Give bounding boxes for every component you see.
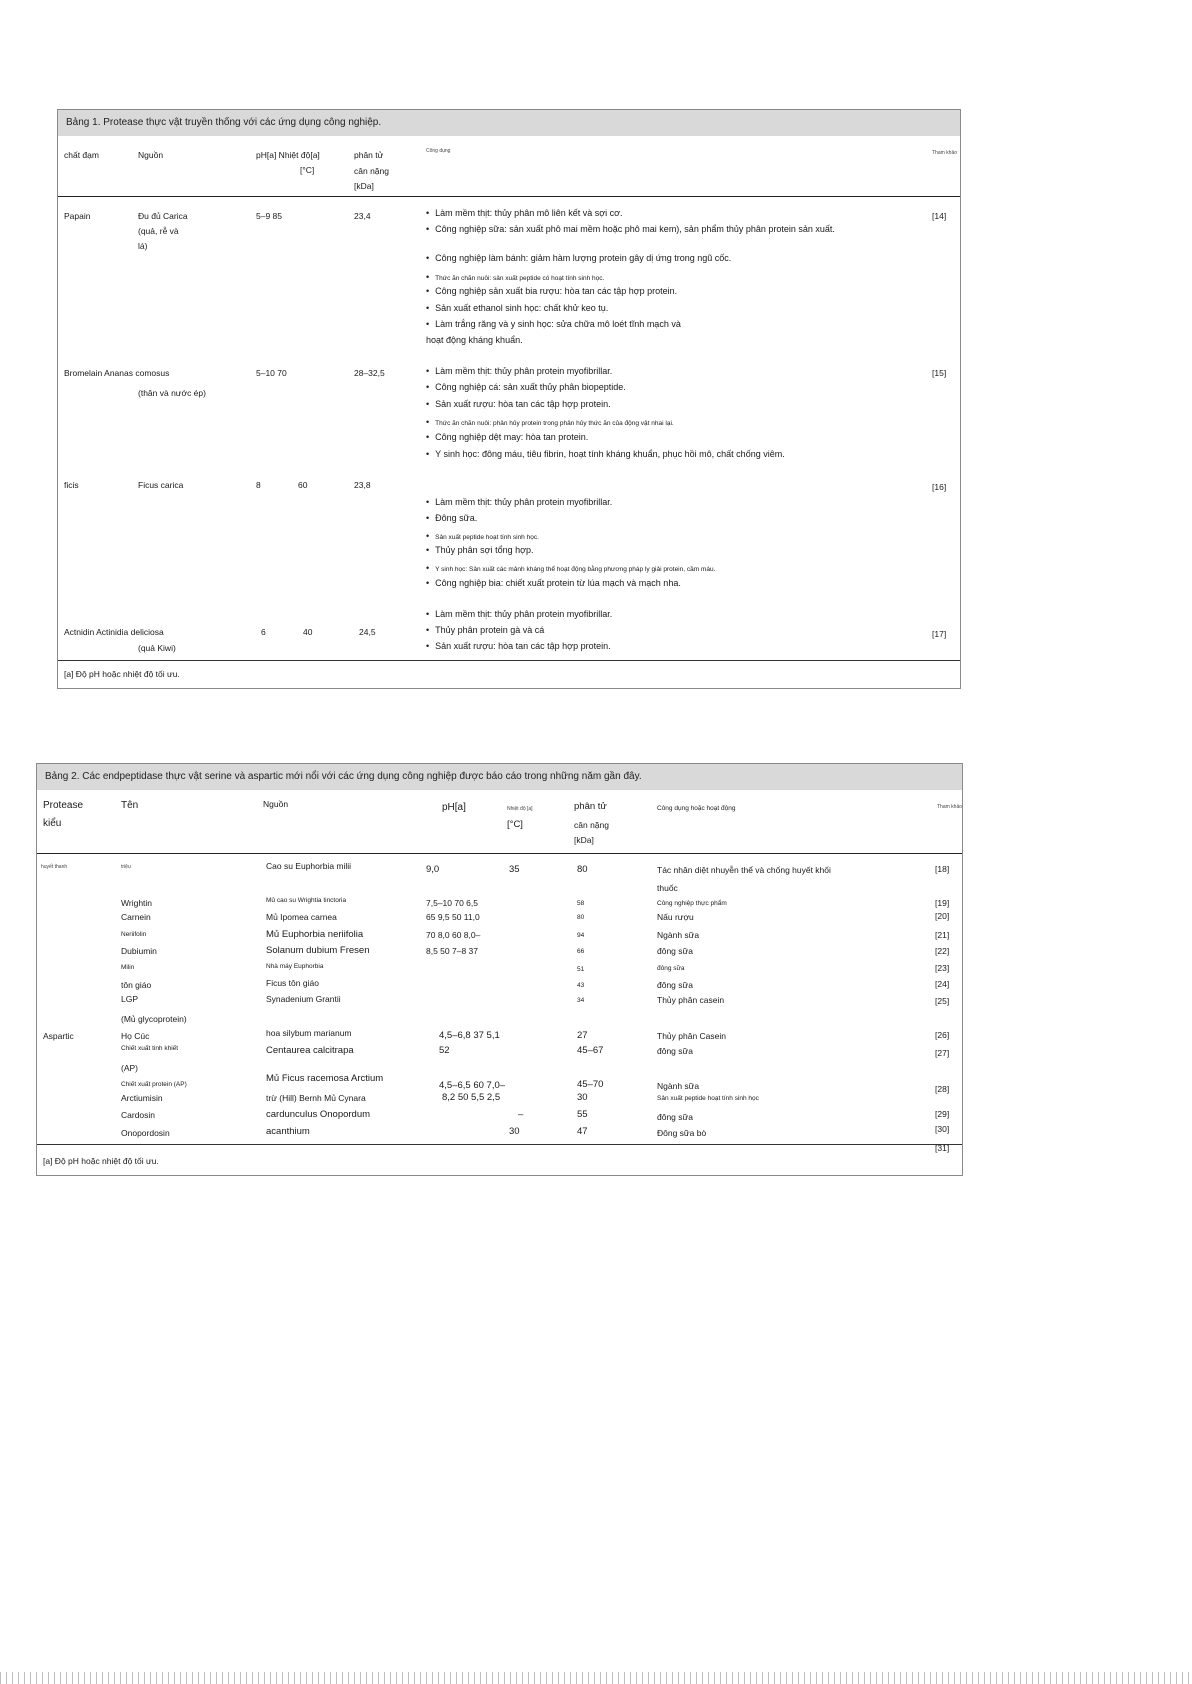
t1-use-item: • Làm mềm thịt: thủy phân mô liên kết và sợi cơ. — [426, 208, 623, 218]
t2-type-serine: huyết thanh — [41, 864, 68, 870]
t1-row-source: (thân và nước ép) — [138, 388, 206, 398]
t2-row-ref: [21] — [935, 930, 950, 940]
t2-row-activity: Thủy phân casein — [657, 995, 725, 1005]
t2-row-mw: 43 — [577, 982, 585, 989]
t2-row-activity: Sản xuất peptide hoạt tính sinh học — [657, 1095, 759, 1102]
t2-row-name: LGP — [121, 994, 139, 1004]
t2-header-activity: Công dụng hoặc hoạt động — [657, 805, 736, 812]
t2-row-mw: 66 — [577, 948, 585, 955]
t2-header-name: Tên — [121, 800, 139, 811]
t2-header-mw-2: cân nặng — [574, 820, 609, 830]
t1-use-item: • Sản xuất rượu: hòa tan các tập hợp protein. — [426, 641, 611, 651]
t2-row-activity: đông sữa — [657, 946, 693, 956]
t2-row-ph: 4,5–6,5 60 7,0– — [439, 1080, 506, 1091]
scan-edge-marks — [0, 1672, 1192, 1684]
t2-row-ref: [25] — [935, 996, 950, 1006]
t2-row-name: Chiết xuất tinh khiết — [121, 1045, 179, 1052]
t2-footnote: [a] Độ pH hoặc nhiệt độ tối ưu. — [43, 1156, 159, 1166]
t2-row-ph: 52 — [439, 1045, 450, 1056]
t1-use-item: • Làm mềm thịt: thủy phân protein myofibrillar. — [426, 497, 612, 507]
t2-header-rule — [37, 853, 962, 854]
t2-header-temp-unit: [°C] — [507, 819, 523, 830]
t2-row-temp: – — [518, 1109, 524, 1120]
t1-header-temp-unit: [°C] — [300, 165, 315, 175]
t2-row-activity-cont: thuốc — [657, 883, 678, 893]
t2-row-ref: [20] — [935, 911, 950, 921]
t1-row-ph-temp: 5–10 70 — [256, 368, 287, 378]
t1-use-item: • Y sinh học: đông máu, tiêu fibrin, hoạt tính kháng khuẩn, phục hồi mô, chất chống viêm. — [426, 449, 785, 459]
t2-row-activity: Ngành sữa — [657, 930, 700, 940]
t1-header-rule — [58, 196, 960, 197]
t2-row-activity: đông sữa — [657, 1046, 693, 1056]
t2-row-activity: đông sữa — [657, 1112, 693, 1122]
t2-row-name: Chiết xuất protein (AP) — [121, 1081, 187, 1088]
t2-row-ph: 9,0 — [426, 864, 440, 875]
t1-row-ref: [14] — [932, 211, 947, 221]
t2-row-mw: 34 — [577, 997, 585, 1004]
t1-header-mw-1: phân tử — [354, 150, 384, 160]
t2-row-name: Neriifolin — [121, 931, 147, 938]
t1-row-name: Actnidin Actinidia deliciosa — [64, 627, 164, 637]
t2-row-mw: 47 — [577, 1126, 588, 1137]
t2-row-mw: 27 — [577, 1030, 588, 1041]
t1-row-mw: 24,5 — [359, 627, 376, 637]
t1-row-source: lá) — [138, 241, 148, 251]
t2-row-ph: 70 8,0 60 8,0– — [426, 930, 481, 940]
t2-row-mw: 80 — [577, 864, 588, 875]
table-1 — [57, 109, 961, 689]
t1-use-item: • Làm mềm thịt: thủy phân protein myofibrillar. — [426, 366, 612, 376]
t2-row-ref: [26] — [935, 1030, 950, 1040]
t1-header-ph-temp: pH[a] Nhiệt độ[a] — [256, 150, 320, 160]
t1-use-item: • Làm mềm thịt: thủy phân protein myofibrillar. — [426, 609, 612, 619]
t2-row-ph: 7,5–10 70 6,5 — [426, 898, 478, 908]
t1-use-item: • Công nghiệp sản xuất bia rượu: hòa tan các tập hợp protein. — [426, 286, 677, 296]
t2-row-name: Arctiumisin — [121, 1093, 163, 1103]
t1-use-item: • Y sinh học: Sản xuất các mảnh kháng thể hoạt động bằng phương pháp ly giải protein, cầm máu. — [426, 563, 715, 573]
t2-row-ref: [24] — [935, 979, 950, 989]
t2-row-source: Cao su Euphorbia milii — [266, 861, 352, 871]
t1-row-temp: 40 — [303, 627, 313, 637]
t1-row-mw: 23,4 — [354, 211, 371, 221]
t1-header-source: Nguồn — [138, 150, 164, 160]
t1-row-ref: [17] — [932, 629, 947, 639]
t2-row-source: Mủ Ipomea carnea — [266, 912, 337, 922]
t1-row-name: Papain — [64, 211, 91, 221]
t2-row-activity: đông sữa — [657, 965, 685, 972]
t2-row-name: Carnein — [121, 912, 151, 922]
t2-row-mw: 45–67 — [577, 1045, 604, 1056]
t2-row-source: Mủ cao su Wrightia tinctoria — [266, 897, 347, 904]
t1-use-item: • Công nghiệp dệt may: hòa tan protein. — [426, 432, 588, 442]
t2-row-activity: đông sữa — [657, 980, 693, 990]
table-1-caption: Bảng 1. Protease thực vật truyền thống với các ứng dụng công nghiệp. — [58, 110, 960, 136]
t2-row-activity: Ngành sữa — [657, 1081, 700, 1091]
table-2-caption: Bảng 2. Các endpeptidase thực vật serine và aspartic mới nổi với các ứng dụng công nghiệp được báo cáo trong những năm gần đây. — [37, 764, 962, 790]
t2-header-mw-3: [kDa] — [574, 835, 594, 845]
t2-row-mw: 30 — [577, 1092, 588, 1103]
t2-row-ref: [29] — [935, 1109, 950, 1119]
t1-row-ph-temp: 5–9 85 — [256, 211, 282, 221]
t2-header-source: Nguồn — [263, 799, 289, 809]
t1-use-item: • Công nghiệp bia: chiết xuất protein từ lúa mạch và mạch nha. — [426, 578, 681, 588]
t2-row-name: Họ Cúc — [121, 1031, 150, 1041]
t2-row-source: hoa silybum marianum — [266, 1028, 352, 1038]
t2-row-activity: Đông sữa bò — [657, 1128, 707, 1138]
t2-row-name: Onopordosin — [121, 1128, 170, 1138]
t1-header-mw-2: cân nặng — [354, 166, 389, 176]
t2-row-ref: [23] — [935, 963, 950, 973]
t2-row-ph: 8,2 50 5,5 2,5 — [442, 1092, 501, 1103]
t2-row-mw: 80 — [577, 914, 585, 921]
t1-use-item: • Đông sữa. — [426, 513, 477, 523]
t1-footer-rule — [58, 660, 960, 661]
t2-row-ref: [30] — [935, 1124, 950, 1134]
t2-row-ref: [22] — [935, 946, 950, 956]
t1-row-name: Bromelain Ananas comosus — [64, 368, 170, 378]
t2-row-source: acanthium — [266, 1126, 310, 1137]
t2-header-ref: Tham khảo — [937, 804, 963, 810]
t2-row-ref: [28] — [935, 1084, 950, 1094]
t1-row-name: ficis — [64, 480, 79, 490]
t2-row-name: (Mủ glycoprotein) — [121, 1014, 187, 1024]
t2-row-ph: 8,5 50 7–8 37 — [426, 946, 478, 956]
t2-row-name: Milin — [121, 964, 135, 971]
t1-use-item: • Sản xuất rượu: hòa tan các tập hợp protein. — [426, 399, 611, 409]
table-2 — [36, 763, 963, 1176]
t1-use-item: • Thủy phân protein gà và cá — [426, 625, 544, 635]
t1-header-ref: Tham khảo — [932, 150, 958, 156]
t1-row-mw: 28–32,5 — [354, 368, 385, 378]
t1-header-mw-3: [kDa] — [354, 181, 374, 191]
t2-row-temp: 35 — [509, 864, 520, 875]
t2-row-mw: 94 — [577, 932, 585, 939]
t1-row-ref: [15] — [932, 368, 947, 378]
t2-row-activity: Nấu rượu — [657, 912, 694, 922]
t1-use-item: • Làm trắng răng và y sinh học: sửa chữa mô loét tĩnh mạch và — [426, 319, 681, 329]
t1-use-item: • Thức ăn chăn nuôi: phân hủy protein trong phân hủy thức ăn của động vật nhai lại. — [426, 417, 674, 427]
t1-row-temp: 60 — [298, 480, 308, 490]
t2-row-name: Dubiumin — [121, 946, 157, 956]
t1-use-item: • Sản xuất peptide hoạt tính sinh học. — [426, 531, 539, 541]
t2-row-ph: 65 9,5 50 11,0 — [426, 912, 480, 922]
t1-use-item: • Công nghiệp sữa: sản xuất phô mai mềm hoặc phô mai kem), sản phẩm thủy phân protein sản xuất. — [426, 224, 835, 234]
t2-row-ref: [27] — [935, 1048, 950, 1058]
t2-header-protease-1: Protease — [43, 800, 84, 811]
t2-row-mw: 51 — [577, 966, 585, 973]
t2-header-ph: pH[a] — [442, 802, 466, 813]
t2-row-name: (AP) — [121, 1063, 138, 1073]
t1-header-protein: chất đạm — [64, 150, 99, 160]
t2-row-name: tôn giáo — [121, 980, 152, 990]
t2-row-mw: 45–70 — [577, 1079, 604, 1090]
t2-row-ref: [19] — [935, 898, 950, 908]
t1-use-continuation: hoạt động kháng khuẩn. — [426, 335, 523, 345]
t2-row-source: cardunculus Onopordum — [266, 1109, 371, 1120]
t1-row-mw: 23,8 — [354, 480, 371, 490]
t2-row-activity: Thủy phân Casein — [657, 1031, 726, 1041]
t2-row-source: Centaurea calcitrapa — [266, 1045, 354, 1056]
t1-row-source: Đu đủ Carica — [138, 211, 188, 221]
t2-row-source: Mủ Ficus racemosa Arctium — [266, 1073, 384, 1084]
t2-row-source: Ficus tôn giáo — [266, 978, 319, 988]
t2-row-name: Cardosin — [121, 1110, 156, 1120]
t2-footer-rule — [37, 1144, 962, 1145]
t1-use-item: • Công nghiệp cá: sản xuất thủy phân biopeptide. — [426, 382, 626, 392]
t2-extra-ref: [31] — [935, 1143, 950, 1153]
t2-row-name: Wrightin — [121, 898, 153, 908]
t1-use-item: • Sản xuất ethanol sinh học: chất khử keo tụ. — [426, 303, 608, 313]
t2-row-mw: 55 — [577, 1109, 588, 1120]
t1-row-source: Ficus carica — [138, 480, 184, 490]
t2-header-mw-1: phân tử — [574, 801, 607, 812]
t2-row-temp: 30 — [509, 1126, 520, 1137]
t2-row-source: Solanum dubium Fresen — [266, 945, 370, 956]
t1-use-item: • Công nghiệp làm bánh: giảm hàm lượng protein gây dị ứng trong ngũ cốc. — [426, 253, 731, 263]
t1-footnote: [a] Độ pH hoặc nhiệt độ tối ưu. — [64, 669, 180, 679]
t1-row-source: (quả Kiwi) — [138, 643, 176, 653]
t2-row-activity: Tác nhân diệt nhuyễn thể và chống huyết khối — [657, 865, 831, 875]
t2-row-ref: [18] — [935, 864, 950, 874]
t2-row-name: triệu — [121, 864, 131, 870]
t1-use-item: • Thức ăn chăn nuôi: sản xuất peptide có hoạt tính sinh học. — [426, 272, 604, 282]
t1-row-ph: 6 — [261, 627, 266, 637]
t2-row-source: Mủ Euphorbia neriifolia — [266, 929, 364, 940]
t1-row-ph: 8 — [256, 480, 261, 490]
t1-use-item: • Thủy phân sợi tổng hợp. — [426, 545, 534, 555]
t2-row-source: Nhà máy Euphorbia — [266, 963, 324, 970]
t2-row-source: Synadenium Grantii — [266, 994, 341, 1004]
t2-row-activity: Công nghiệp thực phẩm — [657, 900, 727, 907]
t2-header-temp: Nhiệt độ [a] — [507, 806, 533, 812]
t2-row-source: trừ (Hill) Bernh Mủ Cynara — [266, 1093, 366, 1103]
t2-header-protease-2: kiểu — [43, 818, 62, 829]
t2-row-mw: 58 — [577, 900, 585, 907]
t1-row-source: (quả, rễ và — [138, 226, 179, 236]
t1-header-uses: Công dụng — [426, 148, 451, 154]
t2-row-ph: 4,5–6,8 37 5,1 — [439, 1030, 500, 1041]
t1-row-ref: [16] — [932, 482, 947, 492]
t2-type-aspartic: Aspartic — [43, 1031, 74, 1041]
